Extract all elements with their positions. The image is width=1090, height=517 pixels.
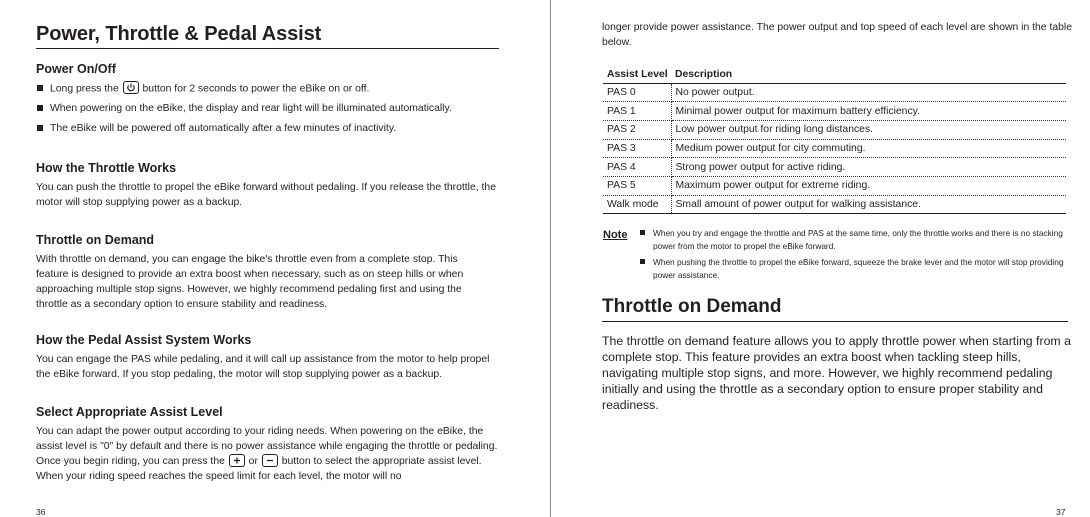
power-bullet-list — [36, 82, 506, 142]
column-header-description: Description — [671, 66, 1066, 83]
assist-level-text-continued: longer provide power assistance. The power output and top speed of each level are shown in the table below. — [602, 22, 1072, 48]
table-row — [603, 195, 1066, 214]
list-item: Long press the button for 2 seconds to power the eBike on or off. — [36, 82, 506, 95]
bullet-square-icon — [37, 85, 43, 91]
page-number-right: 37 — [1056, 507, 1066, 517]
bullet-square-icon — [640, 259, 645, 264]
table-header-row — [603, 66, 1066, 83]
table-cell-level: PAS 3 — [603, 139, 671, 158]
heading-how-throttle-works: How the Throttle Works — [36, 161, 177, 175]
table-row — [603, 139, 1066, 158]
table-cell-level: Walk mode — [603, 195, 671, 214]
page-title: Power, Throttle & Pedal Assist — [36, 23, 322, 45]
table-cell-level: PAS 2 — [603, 120, 671, 139]
table-cell-description: Medium power output for city commuting. — [671, 139, 1066, 158]
title-underline — [36, 48, 499, 49]
table-cell-description: Maximum power output for extreme riding. — [671, 176, 1066, 195]
page-number-left: 36 — [36, 507, 46, 517]
table-row — [603, 158, 1066, 177]
table-row — [603, 120, 1066, 139]
table-cell-description: Strong power output for active riding. — [671, 158, 1066, 177]
throttle-on-demand-text: With throttle on demand, you can engage the bike's throttle even from a complete stop. This feature is designed to provide an extra boost when necessary, such as on steep hills or when approaching multiple stop signs. However, we highly recommend pedaling first and using the throttle as a secondary option to ensure stability and readiness. — [36, 254, 464, 310]
section-title-throttle-on-demand: Throttle on Demand — [602, 296, 782, 317]
table-cell-description: Small amount of power output for walking assistance. — [671, 195, 1066, 214]
table-row — [603, 83, 1066, 102]
throttle-on-demand-body: The throttle on demand feature allows you to apply throttle power when starting from a complete stop. This feature provides an extra boost when tackling steep hills, navigating multiple stop signs, and more. However, we highly recommend pedaling initially and using the throttle as a secondary option to ensure proper stability and readiness. — [602, 334, 1071, 412]
minus-button-icon — [262, 454, 278, 467]
table-row — [603, 176, 1066, 195]
bullet-square-icon — [37, 125, 43, 131]
power-button-icon — [123, 81, 139, 94]
bullet-square-icon — [37, 105, 43, 111]
heading-throttle-on-demand: Throttle on Demand — [36, 233, 155, 247]
table-row — [603, 102, 1066, 121]
page-spine-divider — [550, 0, 551, 517]
plus-button-icon — [229, 454, 245, 467]
assist-level-table — [603, 66, 1066, 214]
list-item: When you try and engage the throttle and PAS at the same time, only the throttle works and there is no stacking power from the motor to propel the eBike forward. — [640, 227, 1070, 253]
table-cell-level: PAS 0 — [603, 83, 671, 102]
list-item: When pushing the throttle to propel the eBike forward, squeeze the brake lever and the motor will stop providing power assistance. — [640, 256, 1070, 282]
assist-level-text: You can adapt the power output according to your riding needs. When powering on the eBike, the assist level is "0" by default and there is no power assistance while engaging the throttle or pedaling. Once you begin riding, you can press the or button to select the appropriate assist level. When your riding speed reaches the speed limit for each level, the motor will no — [36, 426, 498, 482]
table-cell-level: PAS 5 — [603, 176, 671, 195]
column-header-assist-level: Assist Level — [603, 66, 671, 83]
list-item: The eBike will be powered off automatically after a few minutes of inactivity. — [36, 122, 506, 135]
list-item: When powering on the eBike, the display and rear light will be illuminated automatically. — [36, 102, 506, 115]
note-list — [640, 227, 1070, 285]
table-cell-description: No power output. — [671, 83, 1066, 102]
table-cell-level: PAS 4 — [603, 158, 671, 177]
heading-how-pas-works: How the Pedal Assist System Works — [36, 333, 252, 347]
table-cell-level: PAS 1 — [603, 102, 671, 121]
section-title-underline — [602, 321, 1068, 322]
heading-power-on-off: Power On/Off — [36, 62, 116, 76]
throttle-works-text: You can push the throttle to propel the eBike forward without pedaling. If you release the throttle, the motor will stop supplying power as a backup. — [36, 182, 496, 208]
table-cell-description: Low power output for riding long distances. — [671, 120, 1066, 139]
table-cell-description: Minimal power output for maximum battery efficiency. — [671, 102, 1066, 121]
heading-select-assist-level: Select Appropriate Assist Level — [36, 405, 223, 419]
note-label: Note — [603, 229, 628, 241]
pas-works-text: You can engage the PAS while pedaling, and it will call up assistance from the motor to help propel the eBike forward. If you stop pedaling, the motor will stop supplying power as a backup. — [36, 354, 490, 380]
bullet-square-icon — [640, 230, 645, 235]
